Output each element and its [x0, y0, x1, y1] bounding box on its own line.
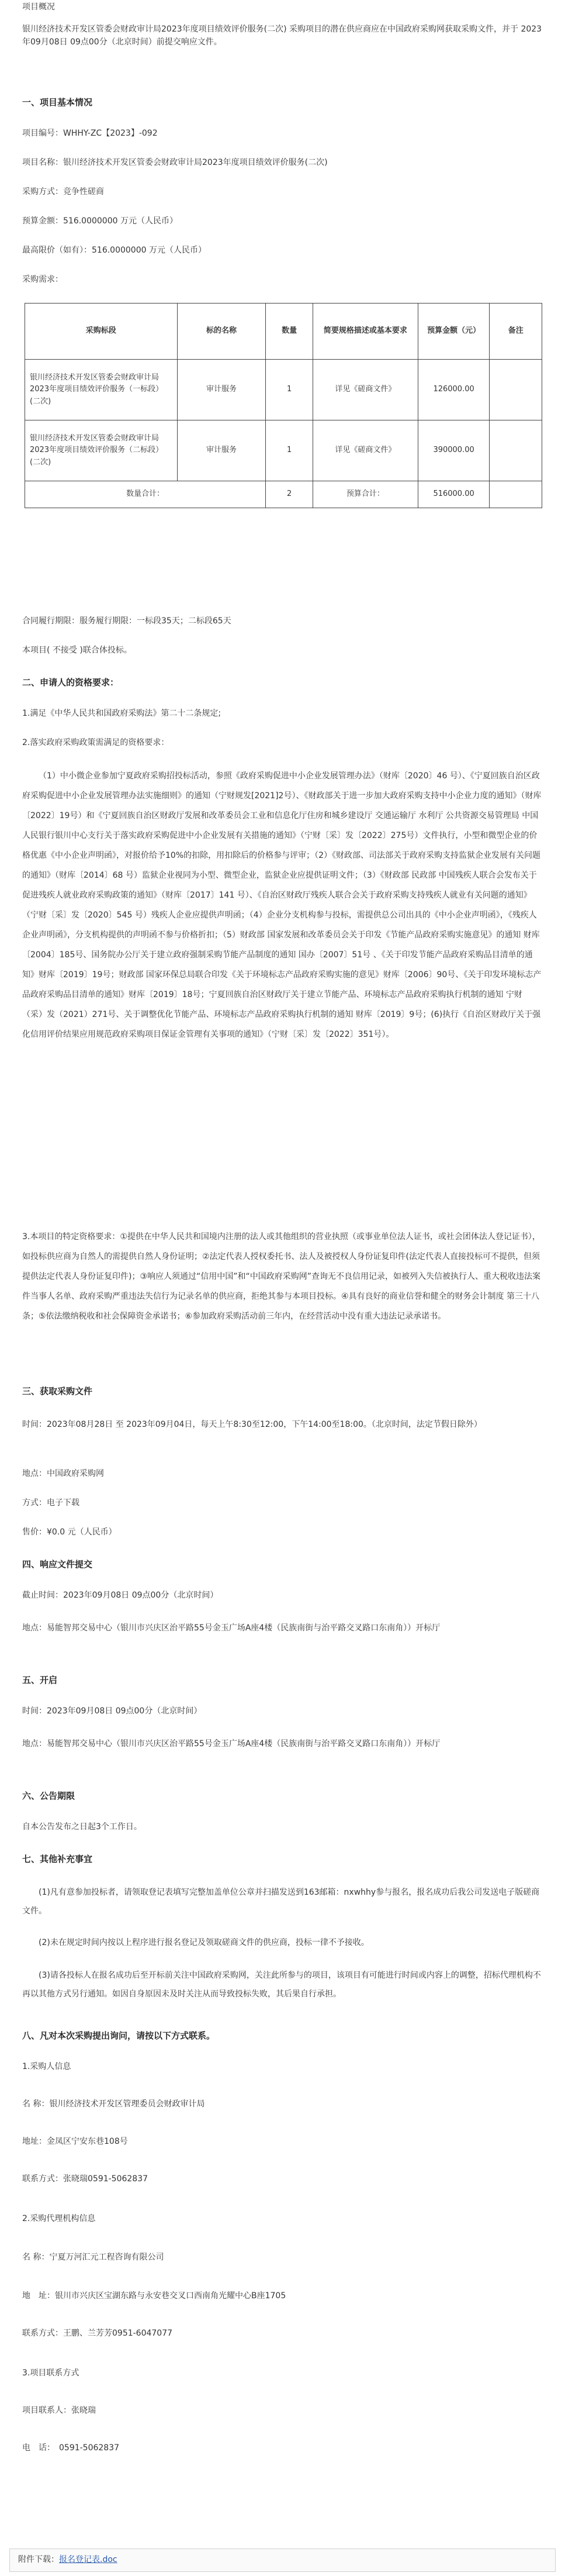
section-6-title: 六、公告期限: [22, 1791, 75, 1801]
agency-title: 2.采购代理机构信息: [22, 2214, 96, 2223]
section-5-title: 五、开启: [22, 1675, 58, 1685]
col-amount: 预算金额（元）: [418, 304, 490, 360]
project-contact-title: 3.项目联系方式: [22, 2368, 79, 2378]
procurement-table-wrap: [22, 303, 542, 508]
project-contact-phone: 电 话： 0591-5062837: [22, 2443, 120, 2453]
overview-intro: 银川经济技术开发区管委会财政审计局2023年度项目绩效评价服务(二次) 采购项目的潜在供应商应在中国政府采购网获取采购文件，并于 2023年09月08日 09点00分（北京时间）前提交响应文件。: [22, 25, 542, 47]
joint-bid: 本项目( 不接受 )联合体投标。: [22, 646, 132, 655]
supplement-3: (3)请各投标人在报名成功后至开标前关注中国政府采购网，关注此所参与的项目，该项目有可能进行时间或内容上的调整，招标代理机构不再以其他方式另行通知。如因自身原因未及时关注从而导致投标失败，其后果自行承担。: [22, 1971, 541, 1999]
table-header-row: [25, 304, 542, 360]
procurement-table: [25, 303, 542, 508]
project-contact-person: 项目联系人：张晓瑞: [22, 2406, 96, 2415]
attachment-row: [18, 2554, 117, 2567]
total-note: [490, 481, 542, 508]
notice-period: 自本公告发布之日起3个工作日。: [22, 1822, 142, 1832]
table-row: [25, 360, 542, 420]
budget-amount: 预算金额：516.0000000 万元（人民币）: [22, 216, 178, 226]
section-2-title: 二、申请人的资格要求：: [22, 677, 119, 688]
section-3-title: 三、获取采购文件: [22, 1386, 93, 1396]
row-lot: 银川经济技术开发区管委会财政审计局2023年度项目绩效评价服务（一标段）(二次): [25, 360, 178, 420]
section-8-title: 八、凡对本次采购提出询问，请按以下方式联系。: [22, 2030, 216, 2041]
project-number: 项目编号：WHHY-ZC【2023】-092: [22, 129, 158, 138]
section-1-title: 一、项目基本情况: [22, 97, 93, 108]
obtain-method: 方式：电子下载: [22, 1498, 79, 1508]
total-amount-label: 预算合计：: [313, 481, 418, 508]
row-amount: 126000.00: [418, 360, 490, 420]
row-qty: 1: [266, 360, 313, 420]
max-price: 最高限价（如有）：516.0000000 万元（人民币）: [22, 246, 206, 255]
table-row: [25, 420, 542, 481]
contract-period: 合同履行期限：服务履行期限：一标段35天；二标段65天: [22, 616, 231, 626]
row-note: [490, 420, 542, 481]
row-note: [490, 360, 542, 420]
table-total-row: [25, 481, 542, 508]
buyer-title: 1.采购人信息: [22, 2062, 71, 2071]
section-7-title: 七、其他补充事宜: [22, 1854, 93, 1864]
attachment-link[interactable]: 报名登记表.doc: [59, 2555, 117, 2564]
attachment-box: [9, 2549, 556, 2572]
buyer-address: 地址：金凤区宁安东巷108号: [22, 2137, 128, 2146]
supplement-1: (1)凡有意参加投标者，请领取登记表填写完整加盖单位公章并扫描发送到163邮箱：nxwhhy参与报名，报名成功后我公司发送电子版磋商文件。: [22, 1888, 540, 1916]
row-desc: 详见《磋商文件》: [313, 420, 418, 481]
project-name: 项目名称：银川经济技术开发区管委会财政审计局2023年度项目绩效评价服务(二次): [22, 158, 328, 167]
overview-title: 项目概况: [22, 2, 55, 12]
col-name: 标的名称: [177, 304, 266, 360]
demand-label: 采购需求：: [22, 275, 63, 284]
buyer-contact: 联系方式：张晓瑞0591-5062837: [22, 2174, 148, 2184]
procurement-method: 采购方式：竞争性磋商: [22, 187, 104, 196]
col-lot: 采购标段: [25, 304, 178, 360]
row-qty: 1: [266, 420, 313, 481]
col-note: 备注: [490, 304, 542, 360]
total-amount: 516000.00: [418, 481, 490, 508]
row-name: 审计服务: [177, 360, 266, 420]
row-amount: 390000.00: [418, 420, 490, 481]
col-qty: 数量: [266, 304, 313, 360]
open-time: 时间：2023年09月08日 09点00分（北京时间）: [22, 1706, 202, 1716]
supplement-2: (2)未在规定时间内按以上程序进行报名登记及领取磋商文件的供应商，投标一律不予接收。: [39, 1938, 369, 1947]
col-desc: 简要规格描述或基本要求: [313, 304, 418, 360]
agency-contact: 联系方式：王鹏、兰芳芳0951-6047077: [22, 2329, 173, 2338]
qual-item-1: 1.满足《中华人民共和国政府采购法》第二十二条规定;: [22, 709, 221, 718]
attachment-label: 附件下载：: [18, 2555, 59, 2564]
obtain-time: 时间：2023年08月28日 至 2023年09月04日，每天上午8:30至12:00，下午14:00至18:00。（北京时间，法定节假日除外）: [22, 1420, 482, 1429]
submit-deadline: 截止时间：2023年09月08日 09点00分（北京时间）: [22, 1591, 219, 1600]
submit-place: 地点：易能智邦交易中心（银川市兴庆区治平路55号金玉广场A座4楼（民族南街与治平路交叉路口东南角））开标厅: [22, 1623, 441, 1633]
obtain-price: 售价：¥0.0 元（人民币）: [22, 1527, 117, 1537]
row-name: 审计服务: [177, 420, 266, 481]
row-desc: 详见《磋商文件》: [313, 360, 418, 420]
section-4-title: 四、响应文件提交: [22, 1559, 93, 1570]
qual-item-3: 3.本项目的特定资格要求：①提供在中华人民共和国境内注册的法人或其他组织的营业执照（或事业单位法人证书，或社会团体法人登记证书），如投标供应商为自然人的需提供自然人身份证明；②法定代表人授权委托书、法人及被授权人身份证复印件(法定代表人直接投标可不提供，但须提供法定代表人身份证复印件)；③响应人须通过“信用中国”和“中国政府采购网”查询无不良信用记录，如被列入失信被执行人、重大税收违法案件当事人名单、政府采购严重违法失信行为记录名单的供应商，拒绝其参与本项目投标。④具有良好的商业信誉和健全的财务会计制度 第三十八条；⑤依法缴纳税收和社会保障资金承诺书；⑥参加政府采购活动前三年内，在经营活动中没有重大违法记录承诺书。: [22, 1232, 541, 1321]
qual-policy: （1）中小微企业参加宁夏政府采购招投标活动，参照《政府采购促进中小企业发展管理办法》（财库〔2020〕46 号）、《宁夏回族自治区政府采购促进中小企业发展管理办法实施细则》的通知（宁财规发[2021]2号）、《财政部关于进一步加大政府采购支持中小企业力度的通知》（财库〔2022〕19号）和《宁夏回族自治区财政厅发展和改革委员会工业和信息化厅住房和城乡建设厅 交通运输厅 水利厅 公共资源交易管理局 中国人民银行银川中心支行关于落实政府采购促进中小企业发展有关措施的通知》（宁财〔采〕发〔2022〕275号）文件执行，小型和微型企业的价格优惠《中小企业声明函》，对报价给予10%的扣除，用扣除后的价格参与评审；（2）《财政部、司法部关于政府采购支持监狱企业发展有关问题的通知》（财库〔2014〕68 号）监狱企业视同为小型、微型企业，监狱企业应提供证明文件；（3）《财政部 民政部 中国残疾人联合会发布关于促进残疾人就业政府采购政策的通知》（财库〔2017〕141 号）、《自治区财政厅残疾人联合会关于政府采购支持残疾人就业有关问题的通知》（宁财〔采〕发〔2020〕545 号）残疾人企业应提供声明函；（4）企业分支机构参与投标，需提供总公司出具的《中小企业声明函》，《残疾人企业声明函》，分支机构提供的声明函不参与价格折扣；（5）财政部 国家发展和改革委员会关于印发《节能产品政府采购实施意见》的通知 财库〔2004〕185号、国务院办公厅关于建立政府强制采购节能产品制度的通知 国办〔2007〕51号 、《关于印发节能产品政府采购品目清单的通知》财库〔2019〕19号；财政部 国家环保总局联合印发《关于环境标志产品政府采购实施的意见》财库〔2006〕90号、《关于印发环境标志产品政府采购品目清单的通知》财库〔2019〕18号；宁夏回族自治区财政厅关于建立节能产品、环境标志产品政府采购执行机制的通知 宁财（采）发（2021）271号、关于调整优化节能产品、环境标志产品政府采购执行机制的通知 财库〔2019〕9号；(6)执行《自治区财政厅关于强化信用评价结果应用规范政府采购项目保证金管理有关事项的通知》（宁财〔采〕发〔2022〕351号）。: [22, 771, 542, 1039]
agency-address: 地 址：银川市兴庆区宝湖东路与永安巷交叉口西南角光耀中心B座1705: [22, 2291, 286, 2301]
qual-item-2: 2.落实政府采购政策需满足的资格要求：: [22, 738, 169, 747]
total-qty: 2: [266, 481, 313, 508]
row-lot: 银川经济技术开发区管委会财政审计局2023年度项目绩效评价服务（二标段）(二次): [25, 420, 178, 481]
obtain-place: 地点：中国政府采购网: [22, 1469, 104, 1478]
total-qty-label: 数量合计：: [25, 481, 266, 508]
agency-name: 名 称：宁夏万河汇元工程咨询有限公司: [22, 2253, 164, 2262]
open-place: 地点：易能智邦交易中心（银川市兴庆区治平路55号金玉广场A座4楼（民族南街与治平路交叉路口东南角））开标厅: [22, 1739, 441, 1749]
buyer-name: 名 称：银川经济技术开发区管理委员会财政审计局: [22, 2099, 205, 2109]
